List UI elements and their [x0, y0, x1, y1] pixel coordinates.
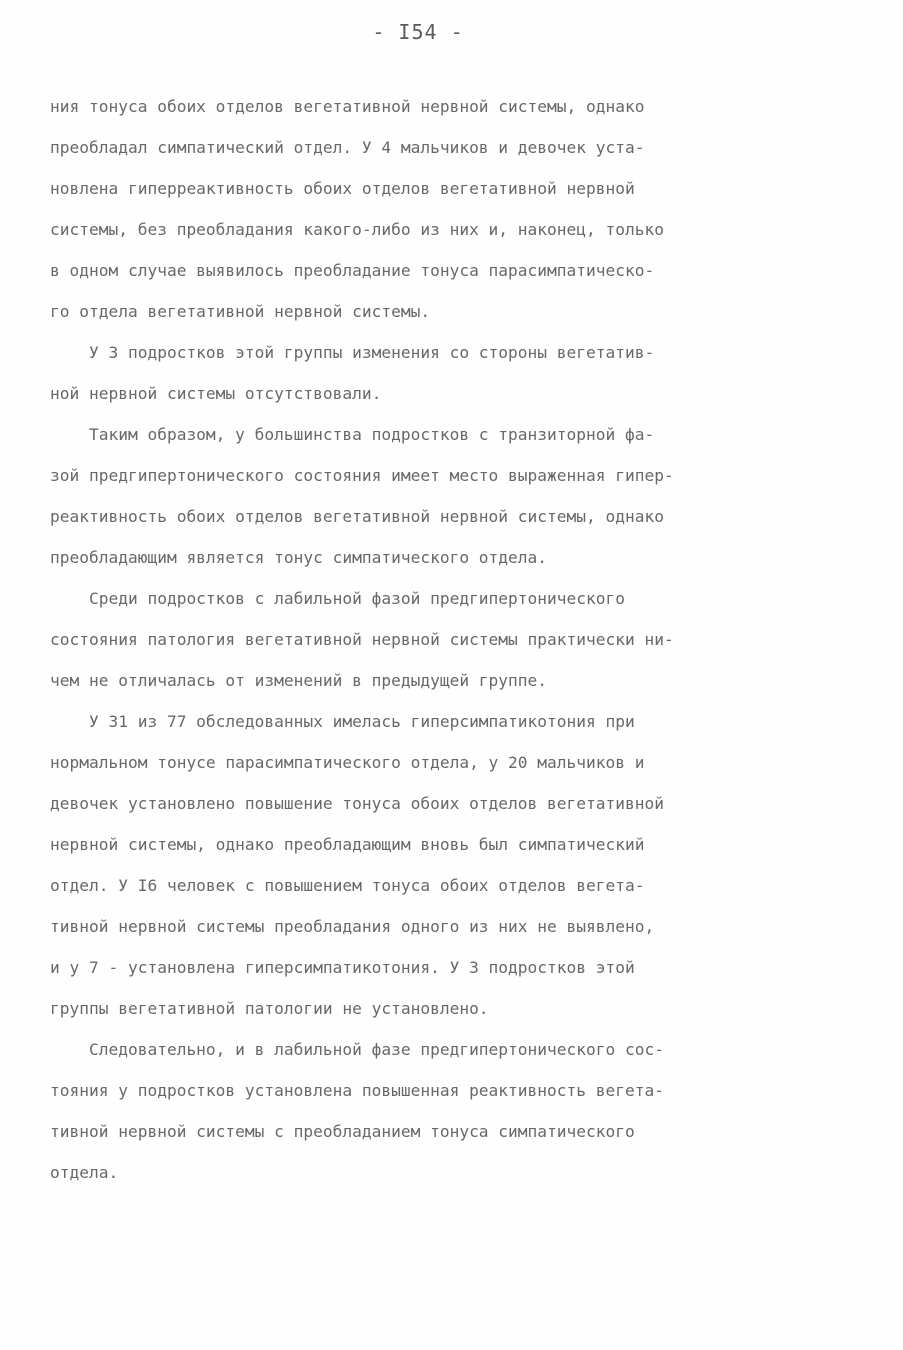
text-line: преобладающим является тонус симпатического отдела. [50, 548, 548, 567]
text-line: в одном случае выявилось преобладание тонуса парасимпатическо- [50, 261, 655, 280]
text-line: Среди подростков с лабильной фазой предгипертонического [50, 589, 625, 608]
text-line: Следовательно, и в лабильной фазе предгипертонического сос- [50, 1040, 664, 1059]
text-line: нервной системы, однако преобладающим вновь был симпатический [50, 835, 645, 854]
text-line: У 31 из 77 обследованных имелась гиперсимпатикотония при [50, 712, 635, 731]
text-line: новлена гиперреактивность обоих отделов вегетативной нервной [50, 179, 635, 198]
text-line: отдела. [50, 1163, 119, 1182]
text-line: реактивность обоих отделов вегетативной нервной системы, однако [50, 507, 664, 526]
text-line: отдел. У I6 человек с повышением тонуса обоих отделов вегета- [50, 876, 645, 895]
body-text [50, 86, 850, 1193]
text-line: группы вегетативной патологии не установлено. [50, 999, 489, 1018]
text-line: тивной нервной системы с преобладанием тонуса симпатического [50, 1122, 635, 1141]
text-line: Таким образом, у большинства подростков с транзиторной фа- [50, 425, 655, 444]
page-number: - I54 - [372, 20, 464, 44]
text-line: нормальном тонусе парасимпатического отдела, у 20 мальчиков и [50, 753, 645, 772]
text-line: состояния патология вегетативной нервной системы практически ни- [50, 630, 674, 649]
text-line: тивной нервной системы преобладания одного из них не выявлено, [50, 917, 655, 936]
text-line: ния тонуса обоих отделов вегетативной нервной системы, однако [50, 97, 645, 116]
text-line: ной нервной системы отсутствовали. [50, 384, 382, 403]
text-line: го отдела вегетативной нервной системы. [50, 302, 431, 321]
text-line: зой предгипертонического состояния имеет место выраженная гипер- [50, 466, 674, 485]
text-line: системы, без преобладания какого-либо из них и, наконец, только [50, 220, 664, 239]
text-line: преобладал симпатический отдел. У 4 мальчиков и девочек уста- [50, 138, 645, 157]
text-line: чем не отличалась от изменений в предыдущей группе. [50, 671, 548, 690]
text-line: тояния у подростков установлена повышенная реактивность вегета- [50, 1081, 664, 1100]
text-line: девочек установлено повышение тонуса обоих отделов вегетативной [50, 794, 664, 813]
text-line: У 3 подростков этой группы изменения со стороны вегетатив- [50, 343, 655, 362]
text-line: и у 7 - установлена гиперсимпатикотония. У 3 подростков этой [50, 958, 635, 977]
